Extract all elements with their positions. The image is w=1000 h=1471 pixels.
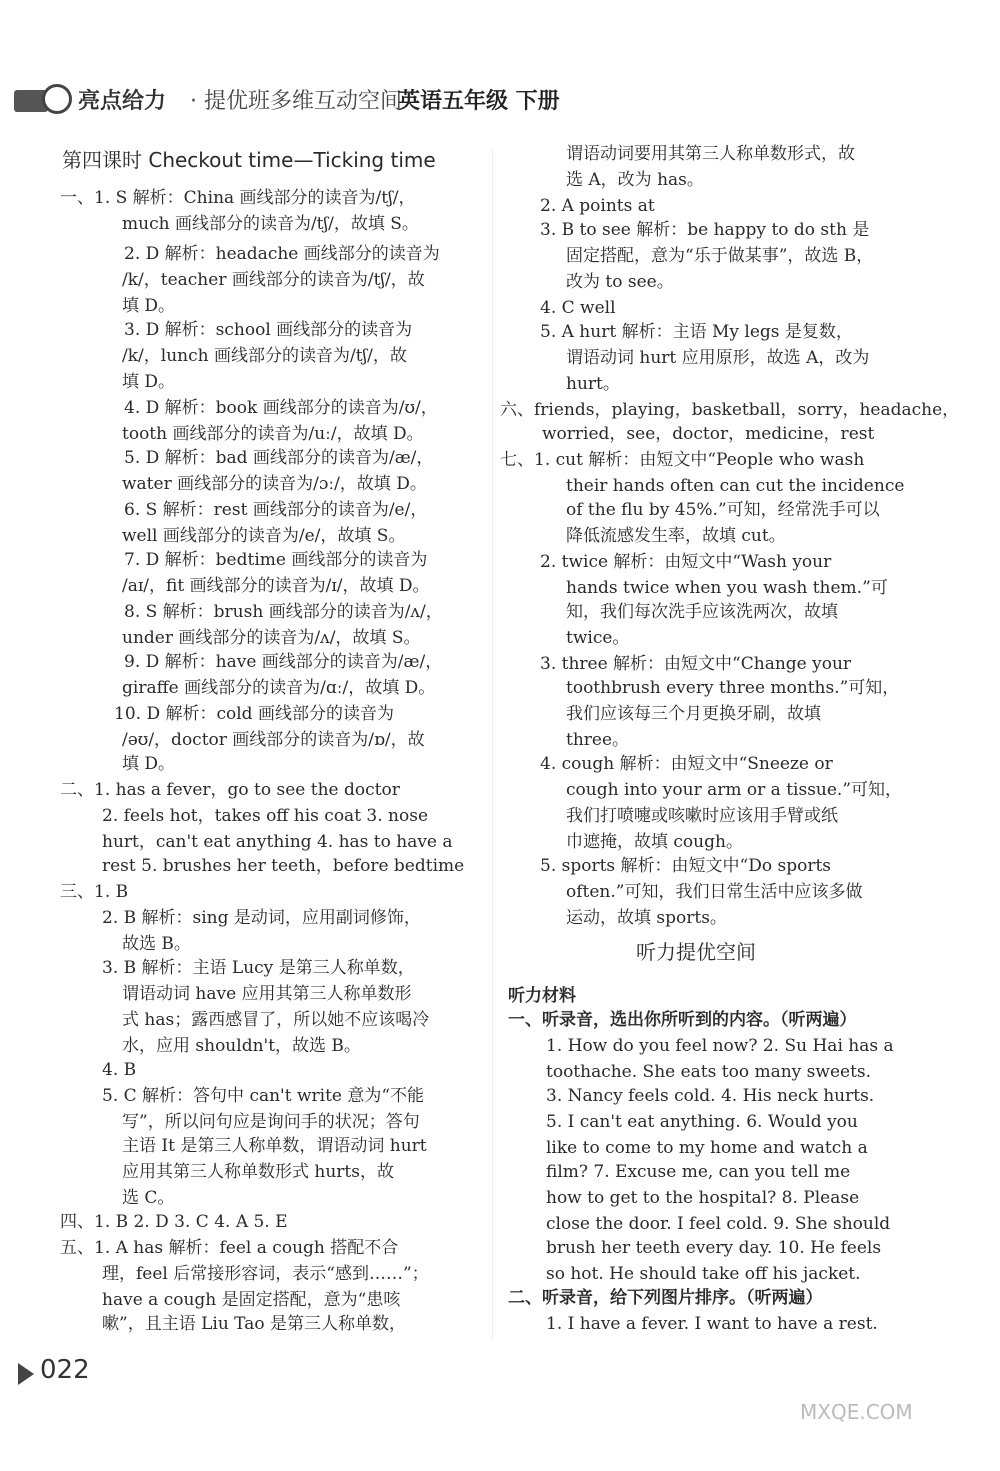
text-line: 4. B — [102, 1060, 137, 1080]
text-line: brush her teeth every day. 10. He feels — [546, 1238, 882, 1258]
text-line: 选 C。 — [122, 1188, 175, 1208]
text-line: 二、1. has a fever，go to see the doctor — [60, 780, 400, 800]
text-line: 嗽”，且主语 Liu Tao 是第三人称单数， — [102, 1314, 406, 1334]
text-line: water 画线部分的读音为/ɔː/，故填 D。 — [122, 474, 427, 494]
text-line: twice。 — [566, 628, 630, 648]
page-header — [0, 78, 1000, 122]
text-line: 三、1. B — [60, 882, 129, 902]
text-line: 降低流感发生率，故填 cut。 — [566, 526, 786, 546]
text-line: /k/，lunch 画线部分的读音为/tʃ/，故 — [122, 346, 407, 366]
page-arrow-icon — [18, 1363, 34, 1385]
text-line: 一、1. S 解析：China 画线部分的读音为/tʃ/， — [60, 188, 416, 208]
text-line: toothache. She eats too many sweets. — [546, 1062, 872, 1082]
watermark: MXQE.COM — [800, 1400, 913, 1424]
text-line: 填 D。 — [122, 372, 176, 392]
text-line: 水，应用 shouldn't，故选 B。 — [122, 1036, 361, 1056]
text-line: 固定搭配，意为“乐于做某事”，故选 B， — [566, 246, 874, 266]
text-line: 1. I have a fever. I want to have a rest. — [546, 1314, 878, 1334]
text-line: 我们打喷嚏或咳嗽时应该用手臂或纸 — [566, 806, 838, 826]
text-line: toothbrush every three months.”可知， — [566, 678, 900, 698]
text-line: 3. D 解析：school 画线部分的读音为 — [124, 320, 413, 340]
text-line: 巾遮掩，故填 cough。 — [566, 832, 743, 852]
text-line: 4. cough 解析：由短文中“Sneeze or — [540, 754, 833, 774]
text-line: 我们应该每三个月更换牙刷，故填 — [566, 704, 821, 724]
listening-part-two-heading: 二、听录音，给下列图片排序。（听两遍） — [508, 1288, 823, 1308]
lesson-title: 第四课时 Checkout time—Ticking time — [62, 148, 436, 172]
text-line: under 画线部分的读音为/ʌ/，故填 S。 — [122, 628, 421, 648]
text-line: 5. sports 解析：由短文中“Do sports — [540, 856, 832, 876]
text-line: film? 7. Excuse me, can you tell me — [546, 1162, 851, 1182]
text-line: 3. B to see 解析：be happy to do sth 是 — [540, 220, 870, 240]
text-line: 理，feel 后常接形容词，表示“感到……”； — [102, 1264, 429, 1284]
text-line: 5. D 解析：bad 画线部分的读音为/æ/， — [124, 448, 434, 468]
text-line: three。 — [566, 730, 630, 750]
text-line: 3. Nancy feels cold. 4. His neck hurts. — [546, 1086, 875, 1106]
text-line: have a cough 是固定搭配，意为“患咳 — [102, 1290, 401, 1310]
text-line: 2. D 解析：headache 画线部分的读音为 — [124, 244, 440, 264]
text-line: 写”，所以问句应是询问手的状况；答句 — [122, 1112, 420, 1132]
text-line: cough into your arm or a tissue.”可知， — [566, 780, 903, 800]
column-divider — [492, 150, 493, 1340]
text-line: 3. three 解析：由短文中“Change your — [540, 654, 852, 674]
text-line: 10. D 解析：cold 画线部分的读音为 — [114, 704, 394, 724]
text-line: /aɪ/，fit 画线部分的读音为/ɪ/，故填 D。 — [122, 576, 430, 596]
text-line: 运动，故填 sports。 — [566, 908, 727, 928]
text-line: 改为 to see。 — [566, 272, 674, 292]
text-line: 6. S 解析：rest 画线部分的读音为/e/， — [124, 500, 428, 520]
text-line: 应用其第三人称单数形式 hurts，故 — [122, 1162, 394, 1182]
text-line: 4. D 解析：book 画线部分的读音为/ʊ/， — [124, 398, 438, 418]
text-line: 1. How do you feel now? 2. Su Hai has a — [546, 1036, 894, 1056]
listening-section-title: 听力提优空间 — [636, 940, 756, 964]
text-line: 2. twice 解析：由短文中“Wash your — [540, 552, 832, 572]
text-line: their hands often can cut the incidence — [566, 476, 905, 496]
text-line: /k/，teacher 画线部分的读音为/tʃ/，故 — [122, 270, 425, 290]
text-line: well 画线部分的读音为/e/，故填 S。 — [122, 526, 406, 546]
text-line: rest 5. brushes her teeth，before bedtime — [102, 856, 465, 876]
text-line: 7. D 解析：bedtime 画线部分的读音为 — [124, 550, 428, 570]
text-line: 填 D。 — [122, 754, 176, 774]
text-line: 3. B 解析：主语 Lucy 是第三人称单数， — [102, 958, 415, 978]
text-line: of the flu by 45%.”可知，经常洗手可以 — [566, 500, 880, 520]
header-brand: 亮点给力 — [78, 89, 167, 114]
text-line: 知，我们每次洗手应该洗两次，故填 — [566, 602, 838, 622]
header-subtitle: · 提优班多维互动空间 — [190, 89, 402, 114]
text-line: hurt。 — [566, 374, 620, 394]
text-line: 2. feels hot，takes off his coat 3. nose — [102, 806, 429, 826]
text-line: 9. D 解析：have 画线部分的读音为/æ/， — [124, 652, 443, 672]
text-line: 5. A hurt 解析：主语 My legs 是复数， — [540, 322, 853, 342]
text-line: how to get to the hospital? 8. Please — [546, 1188, 860, 1208]
text-line: 5. C 解析：答句中 can't write 意为“不能 — [102, 1086, 425, 1106]
text-line: 选 A，改为 has。 — [566, 170, 704, 190]
text-line: /əʊ/，doctor 画线部分的读音为/ɒ/，故 — [122, 730, 425, 750]
brand-logo-icon — [14, 82, 72, 116]
text-line: 故选 B。 — [122, 934, 191, 954]
text-line: 五、1. A has 解析：feel a cough 搭配不合 — [60, 1238, 399, 1258]
text-line: like to come to my home and watch a — [546, 1138, 868, 1158]
text-line: 谓语动词要用其第三人称单数形式，故 — [566, 144, 855, 164]
text-line: 4. C well — [540, 298, 616, 318]
text-line: 主语 It 是第三人称单数，谓语动词 hurt — [122, 1136, 427, 1156]
text-line: hurt，can't eat anything 4. has to have a — [102, 832, 453, 852]
page-number: 022 — [40, 1355, 90, 1385]
text-line: 5. I can't eat anything. 6. Would you — [546, 1112, 858, 1132]
header-title: 英语五年级 下册 — [398, 89, 560, 114]
text-line: so hot. He should take off his jacket. — [546, 1264, 861, 1284]
text-line: 2. A points at — [540, 196, 655, 216]
listening-material-heading: 听力材料 — [508, 986, 576, 1006]
text-line: 谓语动词 hurt 应用原形，故选 A，改为 — [566, 348, 870, 368]
text-line: 七、1. cut 解析：由短文中“People who wash — [500, 450, 865, 470]
listening-part-one-heading: 一、听录音，选出你所听到的内容。（听两遍） — [508, 1010, 857, 1030]
text-line: 2. B 解析：sing 是动词，应用副词修饰， — [102, 908, 421, 928]
text-line: 式 has；露西感冒了，所以她不应该喝冷 — [122, 1010, 430, 1030]
text-line: often.”可知，我们日常生活中应该多做 — [566, 882, 863, 902]
text-line: much 画线部分的读音为/tʃ/，故填 S。 — [122, 214, 419, 234]
text-line: giraffe 画线部分的读音为/ɑː/，故填 D。 — [122, 678, 436, 698]
text-line: tooth 画线部分的读音为/uː/，故填 D。 — [122, 424, 424, 444]
text-line: hands twice when you wash them.”可 — [566, 578, 888, 598]
text-line: 六、friends，playing，basketball，sorry，headache， — [500, 400, 960, 420]
text-line: close the door. I feel cold. 9. She should — [546, 1214, 891, 1234]
text-line: 8. S 解析：brush 画线部分的读音为/ʌ/， — [124, 602, 443, 622]
text-line: 四、1. B 2. D 3. C 4. A 5. E — [60, 1212, 288, 1232]
text-line: 谓语动词 have 应用其第三人称单数形 — [122, 984, 412, 1004]
text-line: 填 D。 — [122, 296, 176, 316]
text-line: worried，see，doctor，medicine，rest — [542, 424, 875, 444]
